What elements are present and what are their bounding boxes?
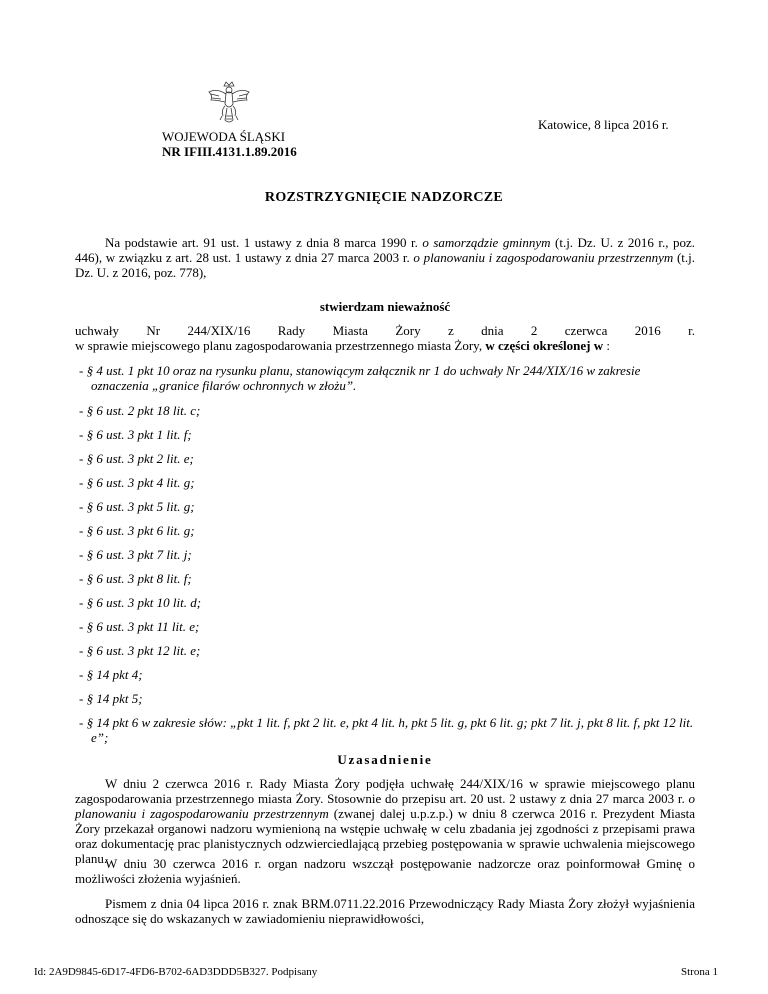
legal-basis-text-1: Na podstawie art. 91 ust. 1 ustawy z dnia 8 marca 1990 r.	[105, 235, 423, 250]
list-item	[79, 523, 699, 538]
resolution-reference	[75, 323, 695, 353]
legal-basis-act-1: o samorządzie gminnym	[422, 235, 551, 250]
legal-basis-paragraph	[75, 235, 695, 280]
legal-basis-act-2: o planowaniu i zagospodarowaniu przestrzennym	[413, 250, 674, 265]
list-item	[79, 643, 699, 658]
list-item-text: - § 4 ust. 1 pkt 10 oraz na rysunku planu, stanowiącym załącznik nr 1 do uchwały Nr 244/XIX/16 w zakresie oznaczenia „granice filarów ochronnych w złożu”.	[79, 363, 641, 393]
list-item	[79, 499, 699, 514]
list-item	[79, 571, 699, 586]
list-item-text: - § 6 ust. 3 pkt 5 lit. g;	[79, 499, 195, 514]
list-item	[79, 691, 699, 706]
list-item	[79, 667, 699, 682]
list-item-text: - § 6 ust. 3 pkt 1 lit. f;	[79, 427, 192, 442]
list-item-text: - § 6 ust. 3 pkt 7 lit. j;	[79, 547, 192, 562]
word: dnia	[481, 323, 504, 338]
list-item	[79, 475, 699, 490]
resolution-subject: w sprawie miejscowego planu zagospodarowania przestrzennego miasta Żory,	[75, 338, 486, 353]
list-item	[79, 619, 699, 634]
list-item-text: - § 14 pkt 5;	[79, 691, 143, 706]
word: czerwca	[564, 323, 608, 338]
list-item	[79, 427, 699, 442]
word: Żory	[395, 323, 421, 338]
list-item	[79, 363, 699, 393]
legal-basis-text-3: (t.j. Dz. U. z 2016, poz. 778),	[75, 250, 695, 280]
justification-paragraph-3: Pismem z dnia 04 lipca 2016 r. znak BRM.0711.22.2016 Przewodniczący Rady Miasta Żory złożył wyjaśnienia odnoszące się do wskazanych w zawiadomieniu nieprawidłowości,	[75, 896, 695, 926]
list-item	[79, 403, 699, 418]
justification-paragraph-2: W dniu 30 czerwca 2016 r. organ nadzoru wszczął postępowanie nadzorcze oraz poinformował Gminę o możliwości złożenia wyjaśnień.	[75, 856, 695, 886]
issuer-block	[162, 129, 297, 159]
resolution-line-2	[75, 338, 695, 353]
list-item	[79, 595, 699, 610]
resolution-scope: w części określonej w	[485, 338, 604, 353]
document-date: Katowice, 8 lipca 2016 r.	[538, 117, 669, 132]
word: uchwały	[75, 323, 120, 338]
colon: :	[603, 338, 611, 353]
resolution-line-1	[75, 323, 695, 338]
word: 2016	[634, 323, 661, 338]
justification-text-2: (zwanej dalej u.p.z.p.) w dniu 8 czerwca 2016 r. Prezydent Miasta Żory przekazał organowi nadzoru wymienioną na wstępie uchwałę w celu zbadania jej zgodności z przepisami prawa oraz dokumentację prac planistycznych odzwierciedlającą przebieg postępowania w sprawie uchwalenia miejscowego planu.	[75, 806, 696, 866]
list-item-text: - § 6 ust. 3 pkt 11 lit. e;	[79, 619, 200, 634]
list-item-text: - § 6 ust. 3 pkt 10 lit. d;	[79, 595, 202, 610]
list-item-text: - § 6 ust. 2 pkt 18 lit. c;	[79, 403, 201, 418]
justification-act: o planowaniu i zagospodarowaniu przestrzennym	[75, 791, 695, 821]
word: 244/XIX/16	[187, 323, 251, 338]
word: Miasta	[332, 323, 368, 338]
case-number: NR IFIII.4131.1.89.2016	[162, 144, 297, 159]
justification-text-1: W dniu 2 czerwca 2016 r. Rady Miasta Żory podjęła uchwałę 244/XIX/16 w sprawie miejscowego planu zagospodarowania przestrzennego miasta Żory. Stosownie do przepisu art. 20 ust. 2 ustawy z dnia 27 marca 2003 r.	[75, 776, 695, 806]
list-item-text: - § 14 pkt 4;	[79, 667, 143, 682]
justification-paragraph-1	[75, 776, 695, 866]
list-item	[79, 547, 699, 562]
word: r.	[688, 323, 695, 338]
polish-eagle-emblem-icon	[205, 80, 253, 126]
word: 2	[530, 323, 538, 338]
list-item	[79, 451, 699, 466]
document-id-footer: Id: 2A9D9845-6D17-4FD6-B702-6AD3DDD5B327. Podpisany	[34, 966, 318, 978]
decision-statement: stwierdzam nieważność	[319, 299, 451, 314]
list-item-text: - § 14 pkt 6 w zakresie słów: „pkt 1 lit. f, pkt 2 lit. e, pkt 4 lit. h, pkt 5 lit. g, pkt 6 lit. g; pkt 7 lit. j, pkt 8 lit. f, pkt 12 lit. e”;	[79, 715, 694, 745]
page-number: Strona 1	[681, 966, 718, 978]
section-heading-uzasadnienie: Uzasadnienie	[337, 752, 433, 767]
list-item	[79, 715, 699, 745]
list-item-text: - § 6 ust. 3 pkt 6 lit. g;	[79, 523, 195, 538]
issuer-name: WOJEWODA ŚLĄSKI	[162, 129, 286, 144]
list-item-text: - § 6 ust. 3 pkt 2 lit. e;	[79, 451, 194, 466]
legal-basis-text-2: (t.j. Dz. U. z 2016 r., poz. 446), w związku z art. 28 ust. 1 ustawy z dnia 27 marca 2003 r.	[75, 235, 695, 265]
list-item-text: - § 6 ust. 3 pkt 12 lit. e;	[79, 643, 201, 658]
word: Nr	[146, 323, 161, 338]
document-title: ROZSTRZYGNIĘCIE NADZORCZE	[264, 190, 504, 205]
list-item-text: - § 6 ust. 3 pkt 4 lit. g;	[79, 475, 195, 490]
word: z	[447, 323, 454, 338]
list-item-text: - § 6 ust. 3 pkt 8 lit. f;	[79, 571, 192, 586]
word: Rady	[277, 323, 306, 338]
